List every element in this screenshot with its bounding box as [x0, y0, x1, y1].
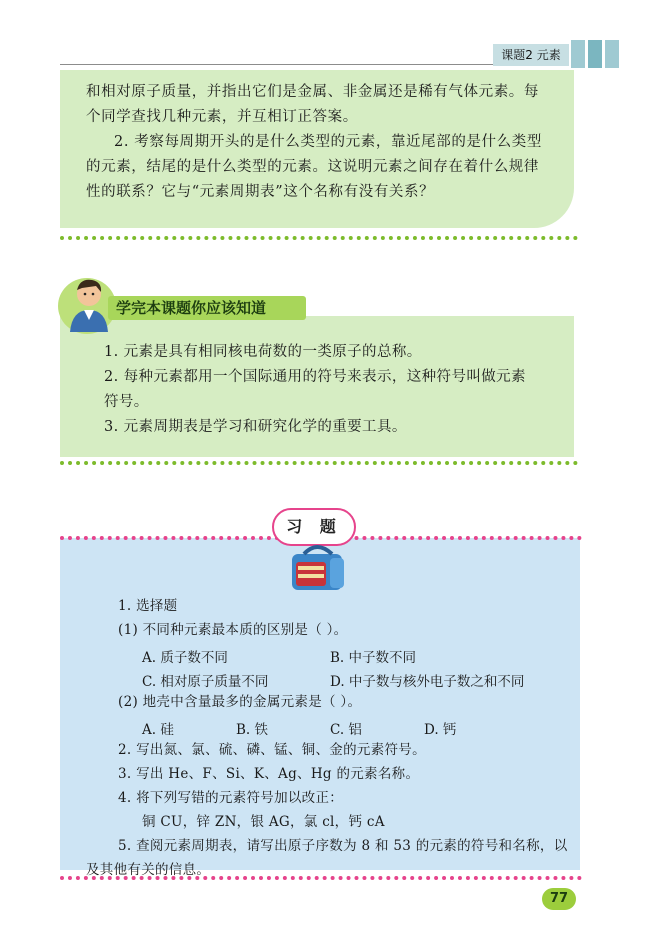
q5-text: [118, 834, 568, 858]
page-number: 77: [542, 888, 576, 910]
q1-1-option-a[interactable]: A. 质子数不同: [142, 650, 228, 666]
activity-para2-line1: 2. 考察每周期开头的是什么类型的元素，靠近尾部的是什么类型: [114, 134, 542, 150]
summary-text: [104, 340, 560, 440]
exercise-title: 习 题: [272, 508, 356, 546]
q5-line1: 5. 查阅元素周期表，请写出原子序数为 8 和 53 的元素的符号和名称，以: [118, 838, 568, 854]
summary-item-2-line1: 2. 每种元素都用一个国际通用的符号来表示，这种符号叫做元素: [104, 369, 526, 385]
q1-1-option-b[interactable]: B. 中子数不同: [330, 650, 417, 666]
q3-text: 3. 写出 He、F、Si、K、Ag、Hg 的元素名称。: [118, 766, 420, 782]
summary-item-3: 3. 元素周期表是学习和研究化学的重要工具。: [104, 419, 407, 435]
summary-item-1: 1. 元素是具有相同核电荷数的一类原子的总称。: [104, 344, 422, 360]
green-divider-top: [60, 236, 578, 240]
activity-text: [86, 80, 556, 205]
q1-label: 1. 选择题: [118, 598, 178, 614]
section-tab: 课题2 元素: [493, 44, 569, 66]
q1-2-option-b[interactable]: B. 铁: [236, 722, 269, 738]
q4-items: 铜 CU，锌 ZN，银 AG，氯 cl，钙 cA: [142, 814, 385, 830]
q2-text: 2. 写出氮、氯、硫、磷、锰、铜、金的元素符号。: [118, 742, 426, 758]
summary-banner: 学完本课题你应该知道: [108, 296, 306, 320]
activity-para2-line3: 性的联系？它与“元素周期表”这个名称有没有关系？: [86, 184, 435, 200]
schoolbag-icon: [286, 540, 352, 596]
activity-para1-line2: 个同学查找几种元素，并互相订正答案。: [86, 109, 358, 125]
green-divider-bottom: [60, 461, 578, 465]
q5-line2: 及其他有关的信息。: [86, 862, 211, 878]
summary-item-2-line2: 符号。: [104, 394, 149, 410]
q1-1-option-d[interactable]: D. 中子数与核外电子数之和不同: [330, 674, 525, 690]
q1-1-stem: (1) 不同种元素最本质的区别是（ ）。: [118, 622, 348, 638]
q1-2-stem: (2) 地壳中含量最多的金属元素是（ ）。: [118, 694, 362, 710]
header-rule: [60, 64, 550, 65]
header-decoration: [571, 40, 619, 68]
q1-2-option-d[interactable]: D. 钙: [424, 722, 457, 738]
pink-divider-bottom: [60, 876, 582, 880]
q1-1-option-c[interactable]: C. 相对原子质量不同: [142, 674, 269, 690]
q1-2-option-a[interactable]: A. 硅: [142, 722, 174, 738]
activity-para1-line1: 和相对原子质量，并指出它们是金属、非金属还是稀有气体元素。每: [86, 84, 539, 100]
activity-para2-line2: 的元素，结尾的是什么类型的元素。这说明元素之间存在着什么规律: [86, 159, 539, 175]
q1-2-option-c[interactable]: C. 铝: [330, 722, 362, 738]
q4-text: 4. 将下列写错的元素符号加以改正：: [118, 790, 344, 806]
